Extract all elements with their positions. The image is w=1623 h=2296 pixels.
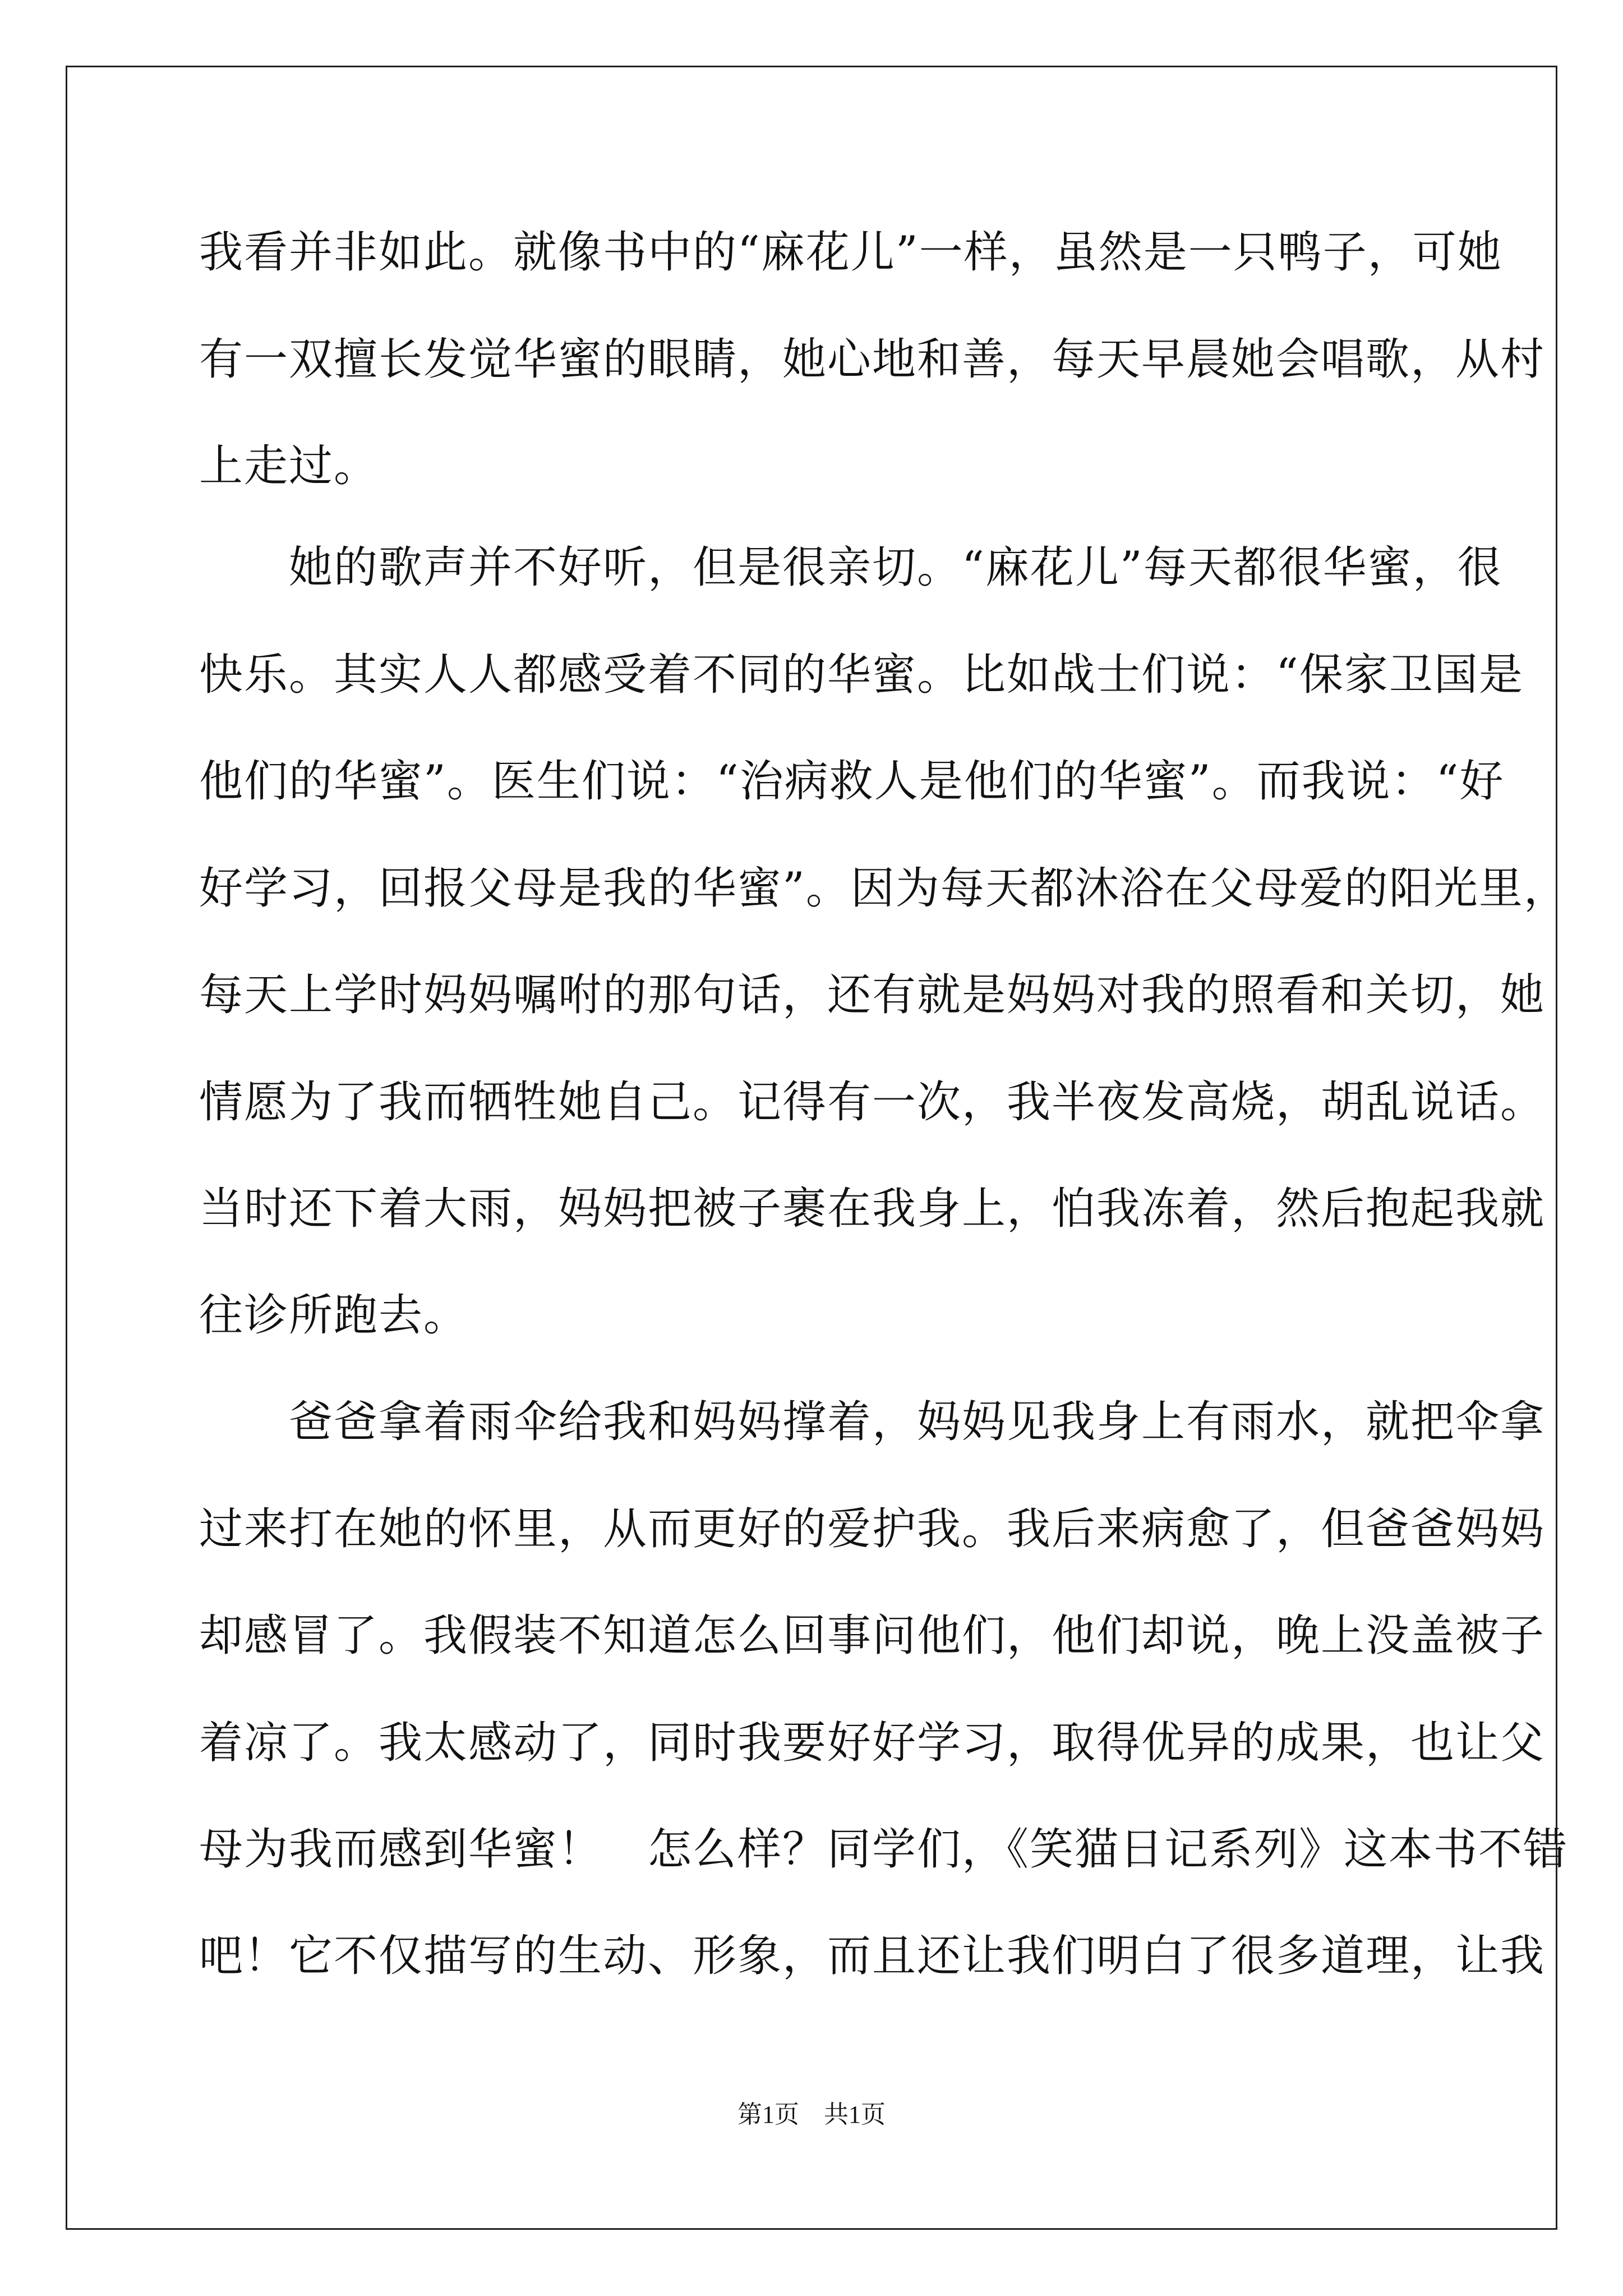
text-line: 快乐。其实人人都感受着不同的华蜜。比如战士们说：“保家卫国是: [199, 650, 1524, 700]
text-line: 当时还下着大雨，妈妈把被子裹在我身上，怕我冻着，然后抱起我就: [199, 1184, 1546, 1234]
text-line: 他们的华蜜”。医生们说：“治病救人是他们的华蜜”。而我说：“好: [199, 756, 1505, 807]
text-line: 母为我而感到华蜜！ 怎么样？同学们，《笑猫日记系列》这本书不错: [199, 1824, 1569, 1875]
text-line: 我看并非如此。就像书中的“麻花儿”一样，虽然是一只鸭子，可她: [199, 227, 1502, 278]
text-line: 却感冒了。我假装不知道怎么回事问他们，他们却说，晚上没盖被子: [199, 1611, 1546, 1661]
text-line: 有一双擅长发觉华蜜的眼睛，她心地和善，每天早晨她会唱歌，从村: [199, 334, 1546, 385]
page-number-footer: 第1页 共1页: [737, 2101, 886, 2128]
text-line: 好学习，回报父母是我的华蜜”。因为每天都沐浴在父母爱的阳光里，: [199, 863, 1569, 914]
text-line: 情愿为了我而牺牲她自己。记得有一次，我半夜发高烧，胡乱说话。: [199, 1077, 1546, 1128]
text-line: 吧！它不仅描写的生动、形象，而且还让我们明白了很多道理，让我: [199, 1931, 1546, 1981]
text-line: 往诊所跑去。: [199, 1290, 469, 1341]
text-line: 她的歌声并不好听，但是很亲切。“麻花儿”每天都很华蜜，很: [199, 542, 1502, 593]
text-line: 爸爸拿着雨伞给我和妈妈撑着，妈妈见我身上有雨水，就把伞拿: [199, 1397, 1546, 1447]
text-line: 上走过。: [199, 441, 379, 491]
text-line: 着凉了。我太感动了，同时我要好好学习，取得优异的成果，也让父: [199, 1718, 1546, 1768]
text-line: 过来打在她的怀里，从而更好的爱护我。我后来病愈了，但爸爸妈妈: [199, 1504, 1546, 1554]
text-line: 每天上学时妈妈嘱咐的那句话，还有就是妈妈对我的照看和关切，她: [199, 970, 1546, 1020]
page-border: [66, 66, 1569, 2230]
